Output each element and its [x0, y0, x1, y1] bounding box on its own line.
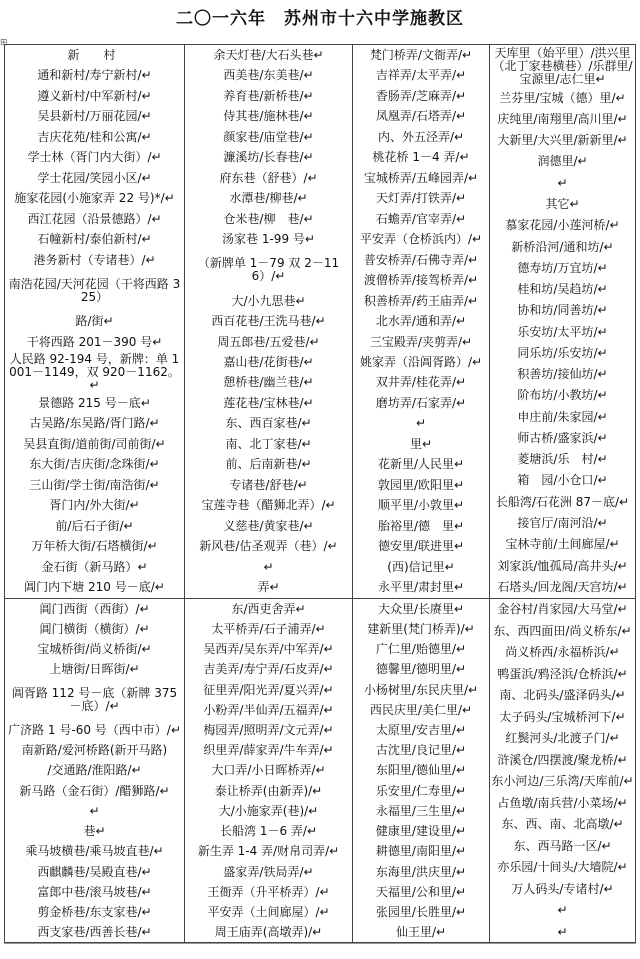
table-cell: 养育巷/新桥巷/↵: [223, 88, 314, 103]
table-cell: 新风巷/估圣观弄（巷）/↵: [199, 539, 338, 554]
table-cell: 遵义新村/中军新村/↵: [37, 88, 152, 103]
table-cell: 古沈里/良记里/↵: [375, 743, 467, 758]
table-cell: 润德里/↵: [537, 154, 588, 169]
table-cell: 新马路（金石街）/醋狮路/↵: [19, 783, 170, 798]
table-cell: 侍其巷/施林巷/↵: [223, 109, 314, 124]
table-cell: 吉祥弄/太平弄/↵: [375, 68, 467, 83]
table-cell: 东阳里/德仙里/↵: [375, 763, 467, 778]
table-cell: 石塔头/回龙阁/天宫坊/↵: [497, 579, 628, 594]
table-cell: 姚家弄（沿阊胥路）/↵: [359, 355, 483, 369]
table-cell: 亦乐园/十间头/大墙院/↵: [497, 860, 628, 875]
table-cell: 同乐坊/乐安坊/↵: [517, 345, 608, 360]
table-cell: 申庄前/朱家园/↵: [517, 409, 608, 424]
table-cell: 万人码头/专诸村/↵: [511, 881, 614, 896]
table-cell: 太原里/安吉里/↵: [375, 723, 467, 738]
table-cell: 西百花巷/王洗马巷/↵: [211, 314, 326, 329]
table-cell: 富郎中巷/滚马坡巷/↵: [37, 884, 152, 899]
table-cell: 浒溪仓/四摆渡/聚龙桥/↵: [497, 752, 628, 767]
table-cell: ↵: [415, 416, 427, 431]
table-cell: ↵: [557, 903, 568, 918]
table-cell: 大/小九思巷↵: [231, 293, 306, 308]
table-cell: 大新里/大兴里/新新里/↵: [497, 133, 628, 148]
table-cell: (西)信记里↵: [387, 559, 455, 574]
table-band-top: [5, 45, 635, 598]
table-cell: 东/西吏舍弄↵: [231, 601, 306, 616]
table-cell: 刘家浜/恤孤局/高井头/↵: [497, 558, 628, 573]
table-cell: 金石街（新马路）↵: [41, 559, 148, 574]
table-cell: 太平桥弄/石子浦弄/↵: [211, 621, 326, 636]
table-cell: 乐安坊/太平坊/↵: [517, 324, 608, 339]
table-cell: 梵门桥弄/文衙弄/↵: [369, 47, 473, 62]
table-cell: 大口弄/小日晖桥弄/↵: [211, 763, 326, 778]
column-2: [184, 45, 352, 598]
table-cell: 施家花园(小施家弄 22 号)*/↵: [14, 191, 175, 206]
table-cell: 王衙弄（升平桥弄）/↵: [207, 884, 330, 899]
table-cell: 路/街↵: [75, 314, 114, 329]
table-cell: 里↵: [409, 436, 433, 451]
table-cell: 德寿坊/万宜坊/↵: [517, 260, 608, 275]
table-cell: 渡僧桥弄/接驾桥弄/↵: [363, 273, 479, 288]
table-cell: 阊胥路 112 号－底（新牌 375－底）/↵: [11, 686, 178, 714]
column-4: [489, 599, 635, 943]
table-cell: 阊门内下塘 210 号－底/↵: [24, 580, 165, 595]
table-cell: 前/后石子街/↵: [55, 518, 134, 533]
table-cell: 周王庙弄(高墩弄)/↵: [214, 925, 323, 940]
table-cell: 北水弄/通和弄/↵: [375, 314, 467, 329]
table-cell: 干将西路 201－390 号↵: [26, 334, 163, 349]
table-cell: 西江花园（沿景德路）/↵: [27, 211, 162, 226]
table-cell: 桃花桥 1－4 弄/↵: [372, 150, 470, 165]
column-3: [352, 599, 489, 943]
table-band-bottom: [5, 598, 635, 943]
table-cell: 巷↵: [83, 824, 106, 839]
column-1: [5, 45, 184, 598]
table-cell: 港务新村（专诸巷）/↵: [33, 252, 156, 267]
table-cell: 胎裕里/德 里↵: [377, 518, 465, 533]
column-1: [5, 599, 184, 943]
table-cell: 德安里/联进里↵: [377, 539, 465, 554]
table-cell: 宝林寺前/土间廊屋/↵: [505, 537, 620, 552]
column-2: [184, 599, 352, 943]
table-cell: 乐安里/仁寿里/↵: [375, 783, 467, 798]
table-cell: 人民路 92-194 号，新牌：单 1001－1149，双 920－1162。↵: [9, 352, 180, 393]
table-cell: 平安弄（仓桥浜内）/↵: [359, 232, 483, 247]
table-cell: 大/小施家弄(巷)/↵: [218, 803, 319, 818]
table-cell: 吴县直街/道前街/司前街/↵: [23, 436, 166, 451]
table-cell: 泰让桥弄(由新弄)/↵: [214, 783, 323, 798]
table-cell: 水潭巷/柳巷/↵: [229, 191, 308, 206]
table-cell: 憩桥巷/幽兰巷/↵: [223, 375, 314, 390]
table-cell: 普安桥弄/石佛寺弄/↵: [363, 252, 479, 267]
table-cell: 长船湾 1－6 弄/↵: [220, 824, 317, 839]
table-cell: 府东巷（舒巷）/↵: [219, 170, 318, 185]
table-cell: 天库里（始平里）/洪兴里（北丁家巷横巷）/乐群里/宝源里/志仁里↵: [492, 45, 633, 86]
table-cell: 香肠弄/芝麻弄/↵: [375, 88, 467, 103]
table-cell: 德馨里/德明里/↵: [375, 662, 467, 677]
table-cell: 师古桥/盛家浜/↵: [517, 430, 608, 445]
table-cell: 积善桥弄/药王庙弄/↵: [363, 293, 479, 308]
table-cell: 东、西百家巷/↵: [225, 416, 312, 431]
table-cell: 三山街/学士街/南浩街/↵: [29, 477, 160, 492]
table-cell: 凤凰弄/石塔弄/↵: [375, 109, 467, 124]
table-cell: 三宝殿弄/夹剪弄/↵: [369, 334, 473, 349]
table-cell: 西支家巷/西善长巷/↵: [37, 925, 152, 940]
table-cell: 吴县新村/万丽花园/↵: [37, 109, 152, 124]
table-cell: 耕德里/南阳里/↵: [375, 844, 467, 859]
table-cell: 太子码头/宝城桥河下/↵: [499, 709, 626, 724]
table-cell: 吉美弄/寿宁弄/石皮弄/↵: [203, 662, 334, 677]
table-cell: 大众里/长赓里↵: [377, 601, 465, 616]
table-cell: 桂和坊/吴趋坊/↵: [517, 282, 608, 297]
table-cell: 莲花巷/宝林巷/↵: [223, 395, 314, 410]
table-cell: 敦园里/欧阳里↵: [377, 477, 465, 492]
table-cell: 吉庆花苑/桂和公寓/↵: [37, 129, 152, 144]
table-cell: 广济路 1 号-60 号（西中市）/↵: [8, 723, 181, 738]
table-cell: 永平里/肃封里↵: [377, 580, 465, 595]
table-cell: 古吴路/东吴路/胥门路/↵: [29, 416, 160, 431]
table-cell: 周五郎巷/五爱巷/↵: [217, 334, 320, 349]
table-cell: 东、西、南、北高墩/↵: [501, 817, 624, 832]
table-cell: 鸭蛋浜/鸦泾浜/仓桥浜/↵: [497, 666, 628, 681]
table-cell: 平安弄（土间廊屋）/↵: [207, 905, 330, 920]
district-table: [4, 44, 636, 943]
table-cell: 前、后南新巷/↵: [225, 457, 312, 472]
table-cell: 石幢新村/泰伯新村/↵: [37, 232, 152, 247]
table-cell: 菱塘浜/乐 村/↵: [517, 452, 608, 467]
table-cell: 尚义桥西/永福桥浜/↵: [505, 645, 620, 660]
table-cell: 长船湾/石花洲 87－底/↵: [495, 494, 630, 509]
table-cell: 东海里/洪庆里/↵: [375, 864, 467, 879]
table-cell: 南新路/爱河桥路(新开马路): [21, 743, 168, 758]
table-cell: 东、西四面田/尚义桥东/↵: [493, 623, 632, 638]
table-cell: 南浩花园/天河花园（干将西路 325）: [8, 276, 181, 304]
table-cell: 磨坊弄/石家弄/↵: [375, 395, 467, 410]
table-cell: ↵: [89, 803, 100, 818]
table-cell: 积善坊/接仙坊/↵: [517, 367, 608, 382]
table-cell: 宝莲寺巷（醋狮北弄）/↵: [201, 498, 336, 513]
page-title: 二〇一六年 苏州市十六中学施教区: [176, 9, 464, 29]
table-cell: 小杨树里/东民庆里/↵: [363, 682, 479, 697]
table-cell: 织里弄/薛家弄/牛车弄/↵: [203, 743, 334, 758]
table-cell: 西麒麟巷/吴殿直巷/↵: [37, 864, 152, 879]
table-cell: 接官厅/南河沿/↵: [517, 515, 608, 530]
table-cell: 永福里/三生里/↵: [375, 803, 467, 818]
table-cell: ↵: [557, 924, 568, 939]
table-cell: 乘马坡横巷/乘马坡直巷/↵: [25, 844, 164, 859]
table-cell: 阊门横街（横街）/↵: [39, 621, 150, 636]
table-cell: 学士花园/笑园小区/↵: [37, 170, 152, 185]
table-cell: 新 村: [67, 47, 122, 62]
table-cell: ↵: [263, 559, 274, 574]
table-cell: 兰芬里/宝城（德）里/↵: [499, 90, 626, 105]
table-cell: 广仁里/贻德里/↵: [375, 642, 467, 657]
table-cell: 张园里/长胜里/↵: [375, 905, 467, 920]
table-cell: 东大街/吉庆街/念珠街/↵: [29, 457, 160, 472]
table-cell: 西美巷/东美巷/↵: [223, 68, 314, 83]
table-cell: 余天灯巷/大石头巷↵: [213, 47, 324, 62]
table-cell: 顺平里/小敦里↵: [377, 498, 465, 513]
table-cell: 协和坊/同善坊/↵: [517, 303, 608, 318]
table-cell: 通和新村/寿宁新村/↵: [37, 68, 152, 83]
table-cell: 万年桥大街/石塔横街/↵: [31, 539, 158, 554]
table-cell: 濂溪坊/长春巷/↵: [223, 150, 314, 165]
table-cell: 剪金桥巷/东支家巷/↵: [37, 905, 152, 920]
table-cell: 建新里(梵门桥弄)/↵: [367, 621, 475, 636]
table-cell: （新牌单 1－79 双 2－116）/↵: [197, 256, 340, 284]
table-cell: 盛家弄/铁局弄/↵: [223, 864, 314, 879]
table-cell: 专诸巷/舒巷/↵: [229, 477, 308, 492]
table-cell: /交通路/淮阳路/↵: [47, 763, 142, 778]
table-cell: 其它↵: [545, 196, 580, 211]
table-cell: 占鱼墩/南兵营/小菜场/↵: [497, 795, 628, 810]
table-cell: 小粉弄/半仙弄/五福弄/↵: [203, 702, 334, 717]
table-cell: 阶布坊/小教坊/↵: [517, 388, 608, 403]
table-cell: 东、西马路一区/↵: [513, 838, 612, 853]
table-cell: 征里弄/阳光弄/夏兴弄/↵: [203, 682, 334, 697]
table-cell: 新生弄 1-4 弄/财帛司弄/↵: [197, 844, 340, 859]
bottom-rule: [4, 943, 636, 944]
table-cell: 东小河边/三乐湾/天库前/↵: [491, 774, 634, 789]
table-cell: 新桥沿河/通和坊/↵: [511, 239, 614, 254]
column-3: [352, 45, 489, 598]
table-cell: 双井弄/桂花弄/↵: [375, 375, 467, 390]
table-cell: 汤家巷 1-99 号↵: [222, 232, 315, 247]
table-cell: 花新里/人民里↵: [377, 457, 465, 472]
table-cell: 西民庆里/美仁里/↵: [369, 702, 473, 717]
table-cell: 石蟾弄/官宰弄/↵: [375, 211, 467, 226]
table-cell: 红鬓河头/北渡子门/↵: [505, 731, 620, 746]
table-cell: 吴西弄/吴东弄/中军弄/↵: [203, 642, 334, 657]
table-cell: 慕家花园/小莲河桥/↵: [505, 218, 620, 233]
table-cell: 金谷村/肖家园/大马堂/↵: [497, 602, 628, 617]
column-4: [489, 45, 635, 598]
table-cell: 景德路 215 号－底↵: [38, 395, 151, 410]
table-cell: 嘉山巷/花街巷/↵: [223, 355, 314, 369]
table-cell: 南、北丁家巷/↵: [225, 436, 312, 451]
table-cell: 箱 园/小仓口/↵: [517, 473, 608, 488]
table-cell: 宝城桥弄/五峰园弄/↵: [363, 170, 479, 185]
table-cell: 天福里/公和里/↵: [375, 884, 467, 899]
table-cell: 上塘街/日晖街/↵: [49, 662, 140, 677]
table-cell: 南、北码头/盛泽码头/↵: [499, 688, 626, 703]
table-cell: 宝城桥街/尚义桥街/↵: [37, 642, 152, 657]
page-marker: ⊞: [0, 38, 8, 48]
table-cell: 庆纯里/南翔里/高川里/↵: [497, 111, 628, 126]
table-cell: 义慈巷/黄家巷/↵: [223, 518, 314, 533]
table-cell: 阊门西街（西街）/↵: [39, 601, 150, 616]
table-cell: 仙王里/↵: [395, 925, 447, 940]
table-cell: 仓米巷/柳 巷/↵: [223, 211, 314, 226]
table-cell: 内、外五泾弄/↵: [377, 129, 465, 144]
table-cell: 梅园弄/照明弄/文元弄/↵: [203, 723, 334, 738]
table-cell: 学士林（胥门内大街）/↵: [27, 150, 162, 165]
table-cell: 天灯弄/打铁弄/↵: [375, 191, 467, 206]
table-cell: 胥门内/外大街/↵: [49, 498, 140, 513]
table-cell: ↵: [557, 175, 568, 190]
table-cell: 弄↵: [257, 580, 280, 595]
table-cell: 颜家巷/庙堂巷/↵: [223, 129, 314, 144]
table-cell: 健康里/建设里/↵: [375, 824, 467, 839]
